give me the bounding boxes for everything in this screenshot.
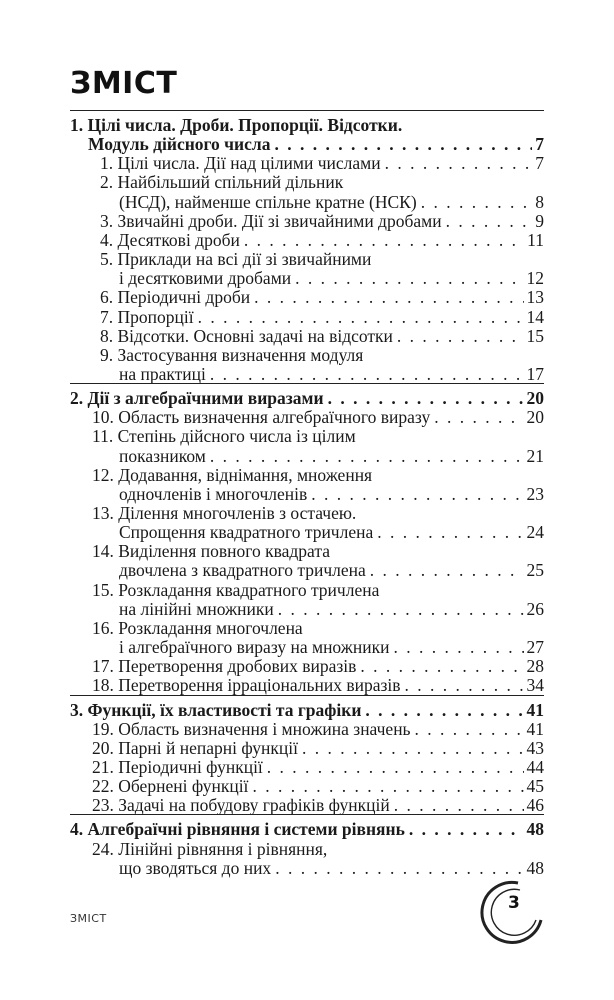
entry-title: і десятковими дробами xyxy=(119,268,292,289)
entry-title-line: 14. Виділення повного квадрата xyxy=(92,541,330,562)
page-reference: 11 xyxy=(527,229,544,250)
entry-title: Спрощення квадратного тричлена xyxy=(119,522,374,543)
entry-title: 8. Відсотки. Основні задачі на відсотки xyxy=(100,325,393,346)
dot-leader xyxy=(275,858,523,878)
toc-entry-row xyxy=(100,307,544,327)
page-reference: 28 xyxy=(526,656,544,677)
entry-title: 21. Періодичні функції xyxy=(92,756,263,777)
toc-section-row xyxy=(70,819,544,839)
entry-title: 23. Задачі на побудову графіків функцій xyxy=(92,795,390,816)
page-number-ornament-icon xyxy=(478,880,544,946)
section-divider xyxy=(70,110,544,111)
page-reference: 46 xyxy=(526,795,544,816)
entry-title: 4. Десяткові дроби xyxy=(100,229,240,250)
toc-entry-row xyxy=(92,675,544,695)
section-title: 2. Дії з алгебраїчними виразами xyxy=(70,388,324,409)
entry-title: 19. Область визначення і множина значень xyxy=(92,718,411,739)
dot-leader xyxy=(252,776,523,796)
section-title-line: 1. Цілі числа. Дроби. Пропорції. Відсотки. xyxy=(70,115,403,135)
toc-entry-row xyxy=(92,757,544,777)
page-reference: 20 xyxy=(526,388,544,409)
dot-leader xyxy=(446,211,533,231)
dot-leader xyxy=(210,364,524,384)
entry-title: показником xyxy=(119,445,206,466)
entry-title-line: 9. Застосування визначення модуля xyxy=(100,344,364,365)
page-reference: 41 xyxy=(526,718,544,739)
dot-leader xyxy=(385,153,533,173)
page-reference: 45 xyxy=(526,776,544,797)
dot-leader xyxy=(295,268,523,288)
toc-entry-row xyxy=(100,211,544,231)
dot-leader xyxy=(405,675,524,695)
page-reference: 48 xyxy=(526,819,544,840)
toc-entry-row xyxy=(119,858,544,878)
section-title: 3. Функції, їх властивості та графіки xyxy=(70,699,362,720)
toc-entry-row xyxy=(119,560,544,580)
dot-leader xyxy=(210,446,524,466)
toc-entry-row xyxy=(119,364,544,384)
dot-leader xyxy=(394,795,524,815)
toc-entry-row xyxy=(92,656,544,676)
toc-section-row xyxy=(70,388,544,408)
entry-title-line: 2. Найбільший спільний дільник xyxy=(100,172,344,193)
entry-title-line: 15. Розкладання квадратного тричлена xyxy=(92,579,380,600)
dot-leader xyxy=(365,700,523,720)
page-reference: 9 xyxy=(535,210,544,231)
entry-title: 10. Область визначення алгебраїчного виразу xyxy=(92,407,431,428)
section-divider xyxy=(70,383,544,384)
section-divider xyxy=(70,695,544,696)
entry-title-line: 11. Степінь дійсного числа із цілим xyxy=(92,426,356,447)
dot-leader xyxy=(198,307,524,327)
dot-leader xyxy=(370,560,524,580)
dot-leader xyxy=(254,287,523,307)
entry-title: 18. Перетворення ірраціональних виразів xyxy=(92,675,401,696)
page-reference: 27 xyxy=(526,637,544,658)
entry-title: 7. Пропорції xyxy=(100,306,194,327)
toc-entry-row xyxy=(92,738,544,758)
page-title: ЗМІСТ xyxy=(70,66,178,101)
entry-title: на лінійні множники xyxy=(119,598,274,619)
dot-leader xyxy=(415,719,524,739)
page-reference: 48 xyxy=(526,857,544,878)
toc-entry-row xyxy=(92,795,544,815)
dot-leader xyxy=(397,326,524,346)
page-reference: 12 xyxy=(526,268,544,289)
page-reference: 13 xyxy=(526,287,544,308)
dot-leader xyxy=(393,637,523,657)
toc-entry-row xyxy=(92,776,544,796)
entry-title: 20. Парні й непарні функції xyxy=(92,737,298,758)
dot-leader xyxy=(278,599,524,619)
entry-title: що зводяться до них xyxy=(119,857,272,878)
entry-title: одночленів і многочленів xyxy=(119,483,308,504)
toc-entry-row xyxy=(92,407,544,427)
dot-leader xyxy=(409,819,524,839)
section-divider xyxy=(70,814,544,815)
entry-title-line: 16. Розкладання многочлена xyxy=(92,617,303,638)
dot-leader xyxy=(360,656,523,676)
toc-entry-row xyxy=(119,268,544,288)
page-reference: 34 xyxy=(526,675,544,696)
running-footer-label: ЗМІСТ xyxy=(70,912,107,925)
toc-entry-row xyxy=(100,287,544,307)
toc-entry-row xyxy=(119,484,544,504)
dot-leader xyxy=(274,134,532,154)
page-reference: 7 xyxy=(535,153,544,174)
entry-title: двочлена з квадратного тричлена xyxy=(119,560,366,581)
toc-entry-row xyxy=(100,230,544,250)
entry-title: 22. Обернені функції xyxy=(92,776,249,797)
dot-leader xyxy=(267,757,524,777)
toc-entry-row xyxy=(100,153,544,173)
toc-entry-row xyxy=(119,599,544,619)
dot-leader xyxy=(244,230,524,250)
entry-title: 17. Перетворення дробових виразів xyxy=(92,656,357,677)
dot-leader xyxy=(302,738,524,758)
page-reference: 14 xyxy=(526,306,544,327)
entry-title-line: 24. Лінійні рівняння і рівняння, xyxy=(92,838,328,859)
page-number: 3 xyxy=(508,893,520,913)
dot-leader xyxy=(421,192,533,212)
entry-title: 1. Цілі числа. Дії над цілими числами xyxy=(100,153,381,174)
entry-title-line: 12. Додавання, віднімання, множення xyxy=(92,464,373,485)
section-title: 4. Алгебраїчні рівняння і системи рівнянь xyxy=(70,819,405,840)
page-reference: 24 xyxy=(526,522,544,543)
section-title: Модуль дійсного числа xyxy=(88,134,271,155)
page-reference: 8 xyxy=(535,191,544,212)
dot-leader xyxy=(311,484,523,504)
dot-leader xyxy=(377,522,523,542)
page-reference: 25 xyxy=(526,560,544,581)
entry-title: і алгебраїчного виразу на множники xyxy=(119,637,390,658)
entry-title-line: 5. Приклади на всі дії зі звичайними xyxy=(100,249,372,270)
page-reference: 23 xyxy=(526,483,544,504)
toc-section-row xyxy=(70,700,544,720)
entry-title-line: 13. Ділення многочленів з остачею. xyxy=(92,503,357,523)
page-reference: 41 xyxy=(526,699,544,720)
page-reference: 21 xyxy=(526,445,544,466)
page-reference: 20 xyxy=(526,407,544,428)
toc-entry-row xyxy=(119,637,544,657)
page-reference: 43 xyxy=(526,737,544,758)
toc-entry-row xyxy=(119,446,544,466)
toc-entry-row xyxy=(100,326,544,346)
page-reference: 26 xyxy=(526,598,544,619)
toc-entry-row xyxy=(119,522,544,542)
toc-section-row xyxy=(88,134,544,154)
toc-entry-row xyxy=(92,719,544,739)
page-reference: 44 xyxy=(526,756,544,777)
page-reference: 7 xyxy=(535,134,544,155)
entry-title: 3. Звичайні дроби. Дії зі звичайними дробами xyxy=(100,210,442,231)
dot-leader xyxy=(328,388,524,408)
entry-title: (НСД), найменше спільне кратне (НСК) xyxy=(119,191,417,212)
entry-title: 6. Періодичні дроби xyxy=(100,287,251,308)
page-reference: 15 xyxy=(526,325,544,346)
entry-title: на практиці xyxy=(119,363,206,384)
toc-entry-row xyxy=(119,192,544,212)
page-reference: 17 xyxy=(526,363,544,384)
dot-leader xyxy=(434,407,523,427)
